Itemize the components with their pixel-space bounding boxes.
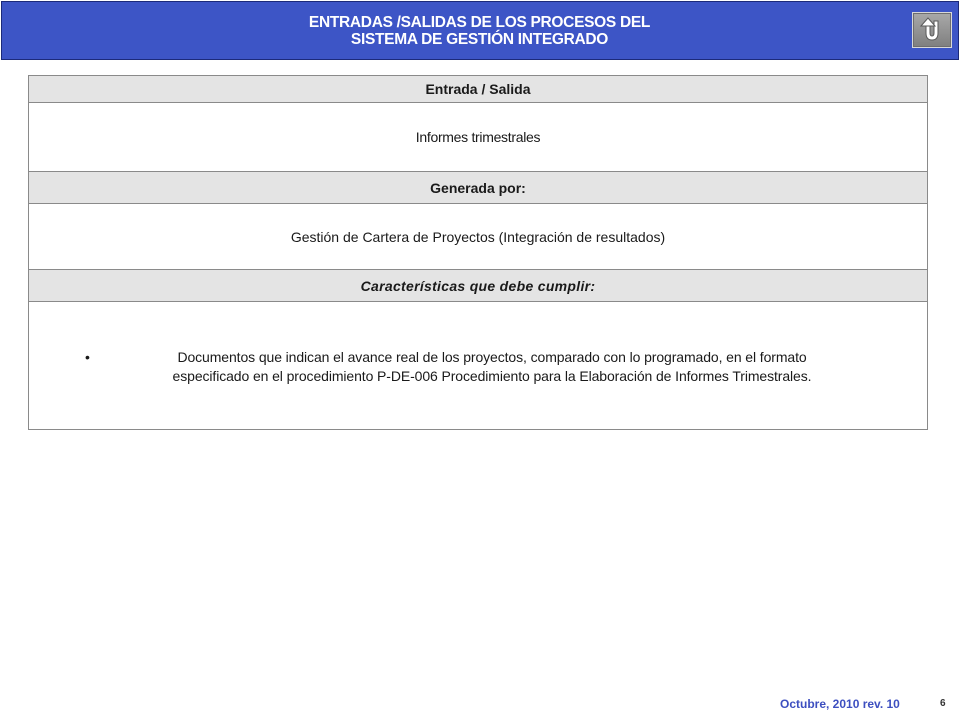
- footer-date: Octubre, 2010 rev. 10: [780, 697, 900, 711]
- title-line-1: ENTRADAS /SALIDAS DE LOS PROCESOS DEL: [308, 14, 651, 31]
- generada-por-header: Generada por:: [29, 172, 927, 204]
- list-item-line-1: Documentos que indican el avance real de los proyectos, comparado con lo programado, en el formato: [177, 349, 807, 365]
- header-bar: [1, 1, 959, 60]
- list-item: [85, 348, 882, 386]
- list-item-line-2: especificado en el procedimiento P-DE-006 Procedimiento para la Elaboración de Informes Trimestrales.: [172, 368, 812, 384]
- page-number: 6: [940, 698, 946, 709]
- u-turn-back-icon: [919, 17, 945, 43]
- entrada-salida-value: Informes trimestrales: [29, 103, 927, 172]
- caracteristicas-header: Características que debe cumplir:: [29, 270, 927, 302]
- process-table: [28, 75, 928, 430]
- bullet-marker: •: [85, 349, 90, 365]
- entrada-salida-header: Entrada / Salida: [29, 76, 927, 103]
- generada-por-value: Gestión de Cartera de Proyectos (Integración de resultados): [29, 204, 927, 270]
- title-line-2: SISTEMA DE GESTIÓN INTEGRADO: [350, 31, 609, 48]
- page-title: [162, 14, 797, 48]
- back-button[interactable]: [912, 12, 952, 48]
- caracteristicas-cell: [29, 302, 927, 429]
